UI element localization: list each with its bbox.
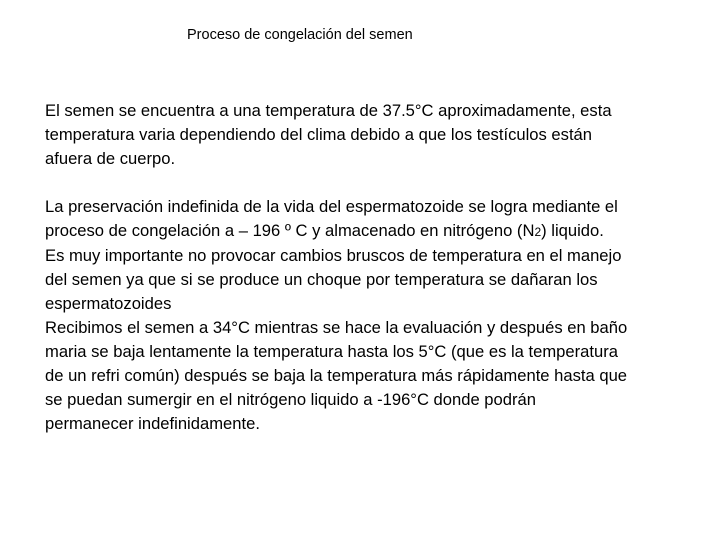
paragraph-spacer <box>45 171 715 195</box>
slide-body <box>45 99 715 436</box>
slide-title: Proceso de congelación del semen <box>187 27 413 43</box>
text-line: Recibimos el semen a 34°C mientras se hace la evaluación y después en baño <box>45 318 628 337</box>
text-line: del semen ya que si se produce un choque por temperatura se dañaran los <box>45 270 598 289</box>
text-line-nitrogen: proceso de congelación a – 196 º C y almacenado en nitrógeno (N2) liquido. <box>45 221 604 240</box>
text-line: permanecer indefinidamente. <box>45 414 260 433</box>
paragraph-body-temperature <box>45 99 715 171</box>
paragraph-freezing-process <box>45 195 715 436</box>
text-line: La preservación indefinida de la vida del espermatozoide se logra mediante el <box>45 197 618 216</box>
text-line: temperatura varia dependiendo del clima debido a que los testículos están <box>45 125 593 144</box>
subscript-2: 2 <box>534 225 542 239</box>
text-line: maria se baja lentamente la temperatura hasta los 5°C (que es la temperatura <box>45 342 618 361</box>
text-line: El semen se encuentra a una temperatura de 37.5°C aproximadamente, esta <box>45 101 612 120</box>
text-line: se puedan sumergir en el nitrógeno liquido a -196°C donde podrán <box>45 390 536 409</box>
text-line: de un refri común) después se baja la temperatura más rápidamente hasta que <box>45 366 628 385</box>
text-line: espermatozoides <box>45 294 172 313</box>
text-line: Es muy importante no provocar cambios bruscos de temperatura en el manejo <box>45 246 622 265</box>
text-line: afuera de cuerpo. <box>45 149 176 168</box>
